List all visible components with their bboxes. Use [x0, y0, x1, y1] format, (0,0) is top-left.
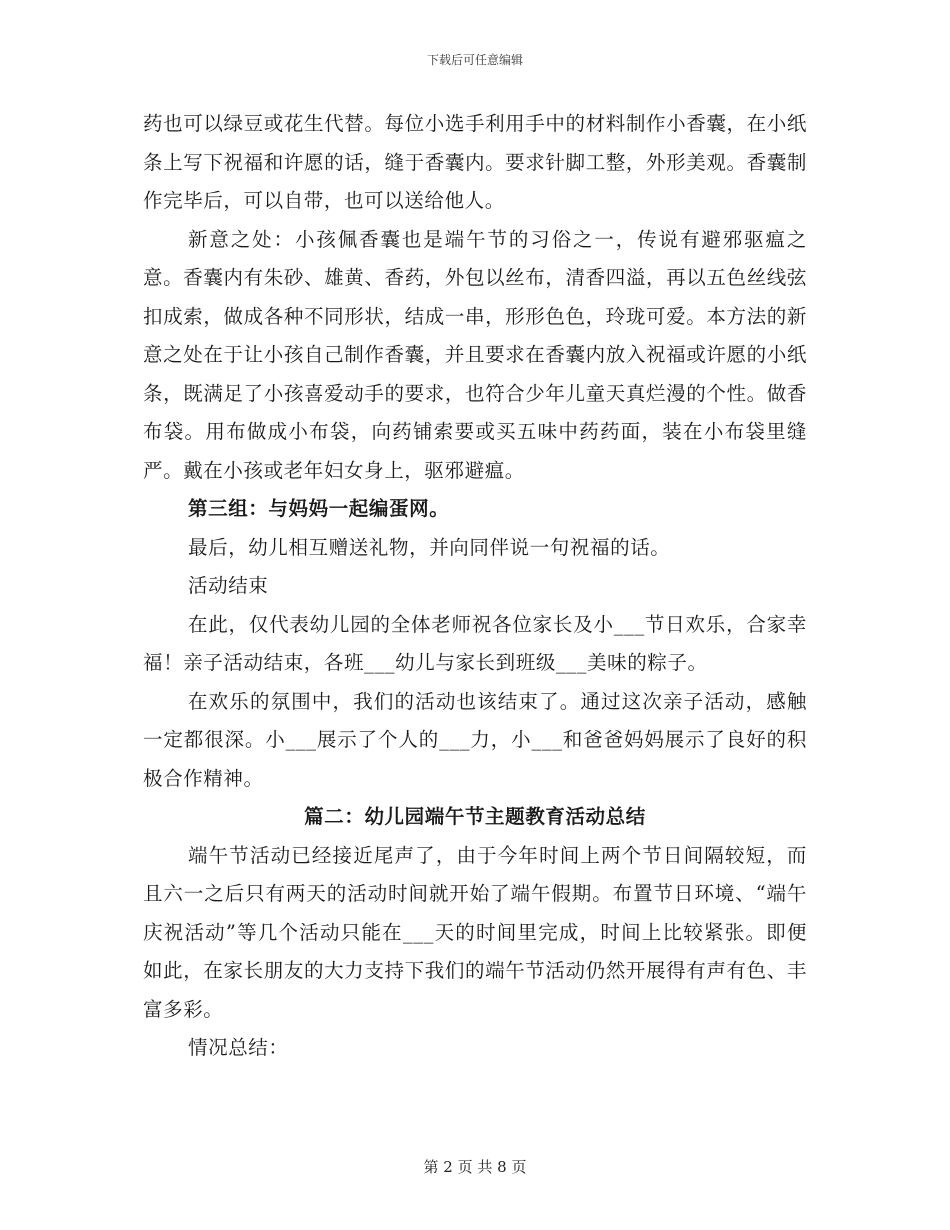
- paragraph-closing: 在欢乐的氛围中，我们的活动也该结束了。通过这次亲子活动，感触一定都很深。小___展示了个人的___力，小___和爸爸妈妈展示了良好的积极合作精神。: [143, 689, 807, 790]
- paragraph-gifts: 最后，幼儿相互赠送礼物，并向同伴说一句祝福的话。: [188, 535, 671, 559]
- paragraph-novelty: 新意之处：小孩佩香囊也是端午节的习俗之一，传说有避邪驱瘟之意。香囊内有朱砂、雄黄、香药，外包以丝布，清香四溢，再以五色丝线弦扣成索，做成各种不同形状，结成一串，形形色色，玲珑可爱。本方法的新意之处在于让小孩自己制作香囊，并且要求在香囊内放入祝福或许愿的小纸条，既满足了小孩喜爱动手的要求，也符合少年儿童天真烂漫的个性。做香布袋。用布做成小布袋，向药铺索要或买五味中药药面，装在小布袋里缝严。戴在小孩或老年妇女身上，驱邪避瘟。: [143, 227, 807, 482]
- paragraph-sachet-continuation: 药也可以绿豆或花生代替。每位小选手利用手中的材料制作小香囊，在小纸条上写下祝福和许愿的话，缝于香囊内。要求针脚工整，外形美观。香囊制作完毕后，可以自带，也可以送给他人。: [143, 112, 807, 212]
- document-body: [143, 105, 807, 1068]
- paragraph-situation-summary: 情况总结：: [188, 1036, 289, 1059]
- paragraph-summary-intro: 端午节活动已经接近尾声了，由于今年时间上两个节日间隔较短，而且六一之后只有两天的活动时间就开始了端午假期。布置节日环境、“端午庆祝活动”等几个活动只能在___天的时间里完成，时间上比较紧张。即便如此，在家长朋友的大力支持下我们的端午节活动仍然开展得有声有色、丰富多彩。: [143, 843, 807, 1021]
- paragraph-wishes: 在此，仅代表幼儿园的全体老师祝各位家长及小___节日欢乐，合家幸福！亲子活动结束，各班___幼儿与家长到班级___美味的粽子。: [143, 612, 807, 674]
- page-footer: 第 2 页 共 8 页: [423, 1158, 527, 1176]
- paragraph-activity-end: 活动结束: [188, 574, 269, 597]
- section-heading-group-three: 第三组：与妈妈一起编蛋网。: [188, 497, 450, 520]
- chapter-title: 篇二：幼儿园端午节主题教育活动总结: [304, 805, 646, 828]
- page-header: 下载后可任意编辑: [426, 53, 523, 67]
